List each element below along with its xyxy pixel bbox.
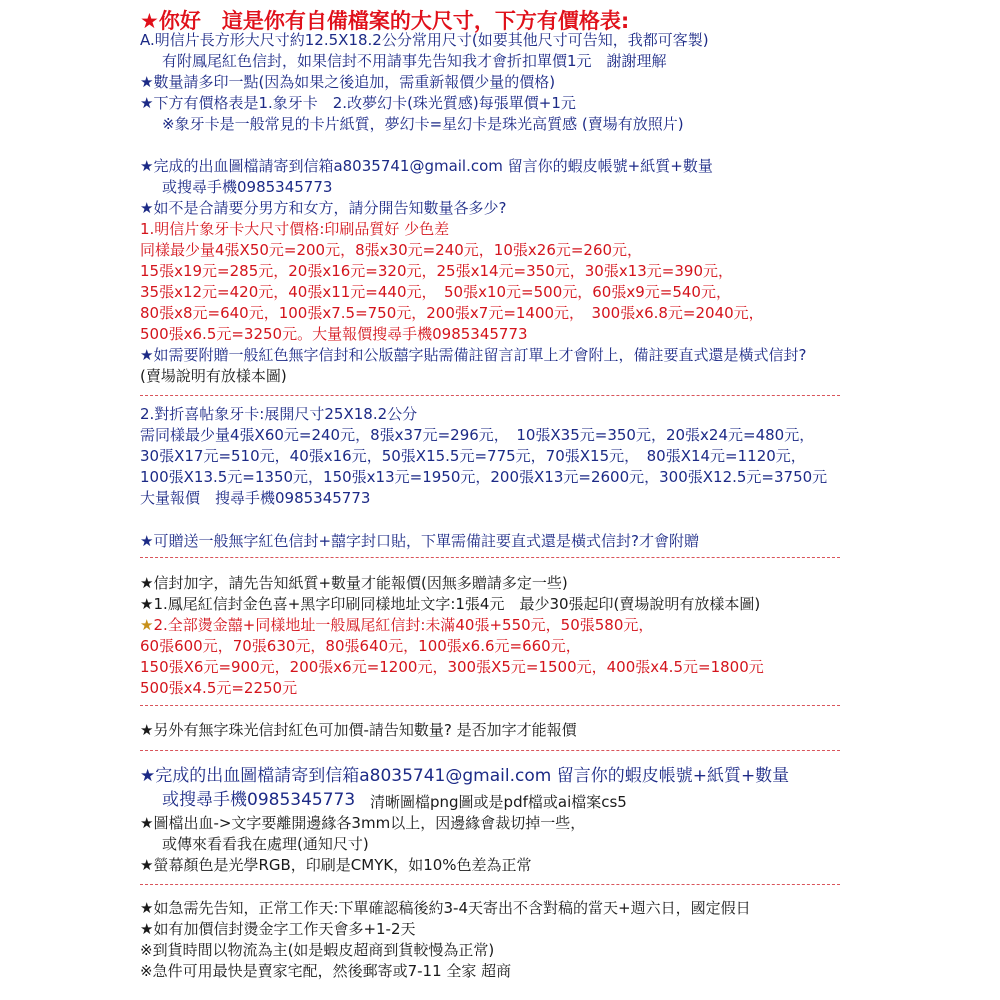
price1-line-3: 35張x12元=420元，40張x11元=440元， 50張x10元=500元，60張x9元=540元， (140, 283, 731, 301)
gender-note-line: ★如不是合請要分男方和女方，請分開告知數量各多少? (140, 199, 507, 217)
price1-heading: 1.明信片象牙卡大尺寸價格:印刷品質好 少色差 (140, 220, 450, 238)
gold-foil-line-1: ★2.全部燙金囍+同樣地址一般鳳尾紅信封:未滿40張+550元，50張580元， (140, 616, 654, 634)
price2-line-1: 需同樣最少量4張X60元=240元，8張x37元=296元， 10張X35元=350元，20張x24元=480元， (140, 426, 815, 444)
divider-2 (140, 557, 840, 558)
divider-4 (140, 750, 840, 751)
page-title: ★你好 這是你有自備檔案的大尺寸，下方有價格表: (140, 9, 630, 33)
timing-line-3: ※到貨時間以物流為主(如是蝦皮超商到貨較慢為正常) (140, 941, 495, 959)
intro-line-2: 有附鳳尾紅色信封，如果信封不用請事先告知我才會折扣單價1元 謝謝理解 (162, 52, 667, 70)
bleed-note-line-1: ★圖檔出血->文字要離開邊緣各3mm以上，因邊緣會裁切掉一些， (140, 814, 586, 832)
color-note-line: ★螢幕顏色是光學RGB，印刷是CMYK，如10%色差為正常 (140, 856, 532, 874)
gift-envelope-note: ★可贈送一般無字紅色信封+囍字封口貼，下單需備註要直式還是橫式信封?才會附贈 (140, 532, 699, 550)
intro-line-1: A.明信片長方形大尺寸約12.5X18.2公分常用尺寸(如要其他尺寸可告知，我都可客製) (140, 31, 709, 49)
gold-foil-line-3: 150張X6元=900元，200張x6元=1200元，300張X5元=1500元，400張x4.5元=1800元 (140, 658, 764, 676)
price1-line-2: 15張x19元=285元，20張x16元=320元，25張x14元=350元，30張x13元=390元， (140, 262, 733, 280)
divider-5 (140, 884, 840, 885)
envelope-text-line-1: ★信封加字，請先告知紙質+數量才能報價(因無多贈請多定一些) (140, 574, 568, 592)
pearl-envelope-note: ★另外有無字珠光信封紅色可加價-請告知數量? 是否加字才能報價 (140, 721, 577, 739)
price1-line-4: 80張x8元=640元，100張x7.5=750元，200張x7元=1400元， 300張x6.8元=2040元， (140, 304, 764, 322)
price2-line-3: 100張X13.5元=1350元，150張x13元=1950元，200張X13元=2600元，300張X12.5元=3750元 (140, 468, 828, 486)
intro-line-5: ※象牙卡是一般常見的卡片紙質，夢幻卡=星幻卡是珠光高質感 (賣場有放照片) (162, 115, 684, 133)
timing-line-4: ※急件可用最快是賣家宅配，然後郵寄或7-11 全家 超商 (140, 962, 512, 980)
envelope-text-line-2: ★1.鳳尾紅信封金色喜+黑字印刷同樣地址文字:1張4元 最少30張起印(賣場說明有放樣本圖) (140, 595, 761, 613)
price1-line-1: 同樣最少量4張X50元=200元，8張x30元=240元，10張x26元=260元， (140, 241, 643, 259)
price2-heading: 2.對折喜帖象牙卡:展開尺寸25X18.2公分 (140, 405, 418, 423)
divider-1 (140, 395, 840, 396)
price1-envelope-note: ★如需要附贈一般紅色無字信封和公版囍字貼需備註留言訂單上才會附上，備註要直式還是橫式信封? (140, 346, 807, 364)
price1-line-5: 500張x6.5元=3250元。大量報價搜尋手機0985345773 (140, 325, 528, 343)
timing-line-2: ★如有加價信封燙金字工作天會多+1-2天 (140, 920, 416, 938)
contact-phone-line: 或搜尋手機0985345773 (162, 178, 333, 196)
price2-line-4: 大量報價 搜尋手機0985345773 (140, 489, 371, 507)
intro-line-3: ★數量請多印一點(因為如果之後追加，需重新報價少量的價格) (140, 73, 556, 91)
contact-email-line: ★完成的出血圖檔請寄到信箱a8035741@gmail.com 留言你的蝦皮帳號+紙質+數量 (140, 157, 713, 175)
timing-line-1: ★如急需先告知，正常工作天:下單確認稿後約3-4天寄出不含對稿的當天+週六日，國定假日 (140, 899, 751, 917)
intro-line-4: ★下方有價格表是1.象牙卡 2.改夢幻卡(珠光質感)每張單價+1元 (140, 94, 576, 112)
price2-line-2: 30張X17元=510元，40張x16元，50張X15.5元=775元，70張X15元， 80張X14元=1120元， (140, 447, 806, 465)
divider-3 (140, 705, 840, 706)
bleed-note-line-2: 或傳來看看我在處理(通知尺寸) (162, 835, 369, 853)
contact2-file-format: 清晰圖檔png圖或是pdf檔或ai檔案cs5 (370, 793, 627, 811)
price1-sample-note: (賣場說明有放樣本圖) (140, 367, 287, 385)
gold-foil-line-4: 500張x4.5元=2250元 (140, 679, 298, 697)
gold-foil-line-2: 60張600元，70張630元，80張640元，100張x6.6元=660元， (140, 637, 581, 655)
contact2-phone: 或搜尋手機0985345773 (162, 790, 356, 810)
contact2-email-line: ★完成的出血圖檔請寄到信箱a8035741@gmail.com 留言你的蝦皮帳號+紙質+數量 (140, 766, 790, 786)
